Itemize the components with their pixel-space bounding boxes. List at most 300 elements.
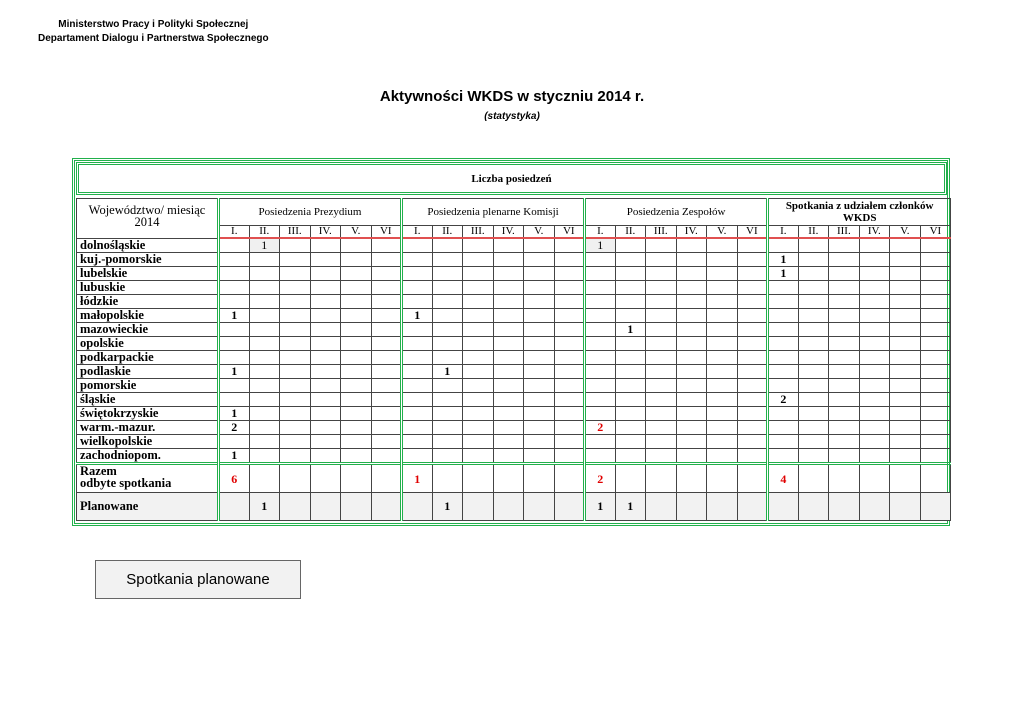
region-name: zachodniopom. bbox=[77, 449, 219, 464]
month-header: III. bbox=[646, 226, 677, 239]
data-cell bbox=[707, 323, 738, 337]
data-cell bbox=[707, 253, 738, 267]
data-cell bbox=[859, 449, 890, 464]
data-cell bbox=[280, 267, 311, 281]
data-cell bbox=[493, 309, 524, 323]
data-cell bbox=[646, 493, 677, 521]
data-cell bbox=[341, 379, 372, 393]
data-cell bbox=[615, 365, 646, 379]
data-cell bbox=[493, 295, 524, 309]
data-cell bbox=[402, 295, 433, 309]
data-cell bbox=[280, 393, 311, 407]
data-cell bbox=[798, 351, 829, 365]
data-cell bbox=[402, 421, 433, 435]
data-cell bbox=[646, 337, 677, 351]
data-cell bbox=[737, 295, 768, 309]
data-cell bbox=[249, 323, 280, 337]
data-cell bbox=[371, 421, 402, 435]
data-cell bbox=[219, 435, 250, 449]
data-cell bbox=[371, 493, 402, 521]
data-cell bbox=[249, 337, 280, 351]
month-header: I. bbox=[768, 226, 799, 239]
data-cell bbox=[310, 379, 341, 393]
data-cell bbox=[737, 309, 768, 323]
row-label-line: Razem bbox=[80, 464, 117, 478]
data-cell bbox=[707, 393, 738, 407]
data-cell bbox=[524, 238, 555, 253]
data-cell bbox=[829, 351, 860, 365]
data-cell bbox=[432, 238, 463, 253]
data-cell: 1 bbox=[585, 493, 616, 521]
data-cell bbox=[646, 281, 677, 295]
data-cell bbox=[859, 253, 890, 267]
data-cell bbox=[920, 379, 951, 393]
data-cell bbox=[524, 435, 555, 449]
data-cell bbox=[859, 379, 890, 393]
data-cell bbox=[432, 393, 463, 407]
data-cell bbox=[371, 295, 402, 309]
data-cell bbox=[707, 407, 738, 421]
data-cell bbox=[890, 449, 921, 464]
data-cell bbox=[676, 337, 707, 351]
data-cell bbox=[676, 281, 707, 295]
data-cell bbox=[798, 309, 829, 323]
data-cell bbox=[890, 393, 921, 407]
data-cell bbox=[798, 295, 829, 309]
data-cell bbox=[920, 267, 951, 281]
data-cell bbox=[341, 435, 372, 449]
totals-row bbox=[77, 464, 951, 493]
data-cell bbox=[524, 493, 555, 521]
data-cell bbox=[249, 449, 280, 464]
region-name: łódzkie bbox=[77, 295, 219, 309]
data-cell bbox=[585, 295, 616, 309]
data-cell bbox=[524, 351, 555, 365]
data-cell bbox=[798, 365, 829, 379]
data-cell bbox=[585, 393, 616, 407]
data-cell bbox=[676, 253, 707, 267]
data-cell bbox=[768, 493, 799, 521]
data-cell bbox=[463, 464, 494, 493]
data-cell bbox=[920, 435, 951, 449]
region-name: opolskie bbox=[77, 337, 219, 351]
data-cell bbox=[371, 351, 402, 365]
data-cell bbox=[737, 337, 768, 351]
data-cell bbox=[707, 309, 738, 323]
data-cell bbox=[615, 407, 646, 421]
region-name: śląskie bbox=[77, 393, 219, 407]
data-cell bbox=[554, 238, 585, 253]
data-cell bbox=[493, 238, 524, 253]
data-cell bbox=[676, 365, 707, 379]
data-cell: 2 bbox=[585, 421, 616, 435]
data-cell bbox=[554, 421, 585, 435]
data-cell bbox=[737, 379, 768, 393]
data-cell bbox=[920, 351, 951, 365]
data-cell bbox=[890, 253, 921, 267]
data-cell bbox=[707, 493, 738, 521]
data-cell bbox=[432, 253, 463, 267]
data-cell bbox=[554, 407, 585, 421]
data-cell bbox=[493, 323, 524, 337]
data-cell bbox=[341, 281, 372, 295]
data-cell bbox=[646, 238, 677, 253]
month-header: II. bbox=[615, 226, 646, 239]
data-cell bbox=[890, 337, 921, 351]
data-cell bbox=[371, 337, 402, 351]
data-cell bbox=[890, 323, 921, 337]
data-cell bbox=[554, 253, 585, 267]
data-cell bbox=[432, 449, 463, 464]
data-cell bbox=[768, 309, 799, 323]
data-cell bbox=[676, 267, 707, 281]
data-cell bbox=[554, 309, 585, 323]
month-header: III. bbox=[463, 226, 494, 239]
data-cell bbox=[615, 267, 646, 281]
table-row bbox=[77, 393, 951, 407]
data-cell bbox=[707, 435, 738, 449]
data-cell bbox=[646, 449, 677, 464]
data-cell bbox=[554, 435, 585, 449]
data-cell bbox=[280, 281, 311, 295]
data-cell bbox=[890, 351, 921, 365]
month-header: II. bbox=[249, 226, 280, 239]
data-cell bbox=[554, 379, 585, 393]
data-cell bbox=[737, 267, 768, 281]
data-cell bbox=[463, 309, 494, 323]
data-cell bbox=[890, 365, 921, 379]
data-cell bbox=[646, 253, 677, 267]
data-cell bbox=[524, 295, 555, 309]
data-cell bbox=[585, 365, 616, 379]
data-cell bbox=[402, 435, 433, 449]
region-name: lubelskie bbox=[77, 267, 219, 281]
month-header: I. bbox=[402, 226, 433, 239]
data-cell bbox=[493, 435, 524, 449]
data-cell bbox=[402, 407, 433, 421]
data-cell bbox=[463, 337, 494, 351]
data-cell bbox=[371, 267, 402, 281]
group-header-row bbox=[77, 199, 951, 226]
data-cell bbox=[585, 407, 616, 421]
data-cell bbox=[493, 379, 524, 393]
data-cell bbox=[890, 379, 921, 393]
month-header: I. bbox=[219, 226, 250, 239]
data-cell bbox=[463, 421, 494, 435]
data-cell bbox=[646, 267, 677, 281]
month-header: II. bbox=[798, 226, 829, 239]
month-header: VI bbox=[554, 226, 585, 239]
data-cell bbox=[676, 295, 707, 309]
month-header: III. bbox=[829, 226, 860, 239]
data-cell bbox=[463, 365, 494, 379]
data-cell bbox=[676, 379, 707, 393]
data-cell bbox=[310, 493, 341, 521]
data-cell bbox=[341, 309, 372, 323]
region-name: warm.-mazur. bbox=[77, 421, 219, 435]
data-cell bbox=[829, 464, 860, 493]
data-cell bbox=[859, 309, 890, 323]
data-cell bbox=[859, 238, 890, 253]
data-cell bbox=[280, 365, 311, 379]
data-cell bbox=[890, 267, 921, 281]
data-cell bbox=[890, 309, 921, 323]
data-cell bbox=[249, 351, 280, 365]
month-header: II. bbox=[432, 226, 463, 239]
group-header: Spotkania z udziałem członków WKDS bbox=[768, 199, 951, 226]
data-cell bbox=[554, 493, 585, 521]
data-cell bbox=[310, 421, 341, 435]
data-cell bbox=[249, 295, 280, 309]
data-cell bbox=[554, 267, 585, 281]
data-cell bbox=[585, 267, 616, 281]
region-name: świętokrzyskie bbox=[77, 407, 219, 421]
data-cell bbox=[676, 435, 707, 449]
table-row bbox=[77, 295, 951, 309]
data-cell bbox=[829, 365, 860, 379]
data-cell bbox=[859, 351, 890, 365]
data-cell bbox=[463, 323, 494, 337]
data-cell bbox=[371, 309, 402, 323]
data-cell bbox=[554, 351, 585, 365]
data-cell bbox=[463, 351, 494, 365]
data-cell: 1 bbox=[249, 493, 280, 521]
data-cell bbox=[920, 393, 951, 407]
table-row bbox=[77, 337, 951, 351]
data-cell bbox=[310, 365, 341, 379]
data-cell bbox=[249, 309, 280, 323]
data-cell bbox=[432, 407, 463, 421]
data-cell bbox=[371, 449, 402, 464]
data-cell bbox=[646, 351, 677, 365]
data-cell bbox=[554, 295, 585, 309]
data-cell bbox=[310, 238, 341, 253]
data-cell bbox=[463, 435, 494, 449]
data-cell bbox=[798, 281, 829, 295]
data-cell bbox=[859, 393, 890, 407]
data-cell bbox=[890, 281, 921, 295]
data-cell bbox=[402, 393, 433, 407]
data-cell bbox=[493, 267, 524, 281]
data-cell bbox=[859, 323, 890, 337]
data-cell bbox=[676, 421, 707, 435]
data-cell bbox=[829, 435, 860, 449]
data-cell bbox=[676, 351, 707, 365]
planned-meetings-button[interactable]: Spotkania planowane bbox=[95, 560, 301, 599]
data-cell bbox=[310, 393, 341, 407]
data-cell bbox=[737, 393, 768, 407]
data-cell bbox=[554, 449, 585, 464]
data-cell bbox=[676, 464, 707, 493]
data-cell bbox=[615, 253, 646, 267]
data-cell bbox=[646, 309, 677, 323]
data-cell bbox=[615, 421, 646, 435]
month-header: VI bbox=[371, 226, 402, 239]
data-cell bbox=[310, 309, 341, 323]
month-header: V. bbox=[707, 226, 738, 239]
data-cell bbox=[859, 365, 890, 379]
data-cell bbox=[524, 449, 555, 464]
data-cell: 1 bbox=[432, 365, 463, 379]
data-cell bbox=[524, 337, 555, 351]
data-cell bbox=[524, 407, 555, 421]
data-cell bbox=[920, 295, 951, 309]
data-cell bbox=[707, 449, 738, 464]
data-cell bbox=[768, 435, 799, 449]
data-cell bbox=[341, 365, 372, 379]
data-cell bbox=[707, 281, 738, 295]
data-cell bbox=[432, 323, 463, 337]
data-cell bbox=[920, 253, 951, 267]
data-cell bbox=[341, 393, 372, 407]
data-cell bbox=[310, 281, 341, 295]
data-cell bbox=[707, 365, 738, 379]
data-cell: 1 bbox=[249, 238, 280, 253]
table-row bbox=[77, 267, 951, 281]
data-cell bbox=[646, 323, 677, 337]
data-cell bbox=[768, 379, 799, 393]
data-cell bbox=[310, 323, 341, 337]
data-cell bbox=[310, 253, 341, 267]
data-cell bbox=[463, 379, 494, 393]
month-header: VI bbox=[737, 226, 768, 239]
data-cell bbox=[890, 435, 921, 449]
data-cell bbox=[798, 393, 829, 407]
data-cell bbox=[402, 323, 433, 337]
data-cell bbox=[737, 281, 768, 295]
data-cell bbox=[798, 464, 829, 493]
data-cell bbox=[341, 351, 372, 365]
data-cell bbox=[707, 379, 738, 393]
data-cell bbox=[859, 435, 890, 449]
table-row bbox=[77, 365, 951, 379]
data-cell bbox=[280, 295, 311, 309]
data-cell bbox=[310, 295, 341, 309]
data-cell bbox=[798, 267, 829, 281]
month-header: IV. bbox=[493, 226, 524, 239]
data-cell bbox=[493, 449, 524, 464]
data-cell bbox=[829, 238, 860, 253]
data-cell bbox=[341, 295, 372, 309]
data-cell bbox=[585, 253, 616, 267]
data-cell: 1 bbox=[402, 309, 433, 323]
data-cell bbox=[646, 379, 677, 393]
data-cell bbox=[219, 323, 250, 337]
data-cell bbox=[585, 435, 616, 449]
data-cell: 1 bbox=[768, 253, 799, 267]
data-cell bbox=[737, 421, 768, 435]
data-cell bbox=[219, 493, 250, 521]
month-header: IV. bbox=[859, 226, 890, 239]
data-cell bbox=[371, 238, 402, 253]
data-cell bbox=[920, 309, 951, 323]
data-cell bbox=[280, 464, 311, 493]
data-cell bbox=[615, 435, 646, 449]
data-cell bbox=[493, 281, 524, 295]
month-header: V. bbox=[890, 226, 921, 239]
data-cell bbox=[859, 493, 890, 521]
data-cell bbox=[798, 323, 829, 337]
ministry-header bbox=[38, 18, 269, 46]
region-name: małopolskie bbox=[77, 309, 219, 323]
data-cell bbox=[432, 351, 463, 365]
data-cell bbox=[829, 393, 860, 407]
data-cell bbox=[920, 407, 951, 421]
region-name: dolnośląskie bbox=[77, 238, 219, 253]
data-cell bbox=[463, 253, 494, 267]
data-cell bbox=[585, 281, 616, 295]
group-header: Posiedzenia plenarne Komisji bbox=[402, 199, 585, 226]
data-cell bbox=[554, 464, 585, 493]
data-cell bbox=[707, 421, 738, 435]
data-cell bbox=[310, 407, 341, 421]
data-cell bbox=[798, 337, 829, 351]
data-cell bbox=[554, 365, 585, 379]
data-cell bbox=[493, 407, 524, 421]
data-cell bbox=[463, 393, 494, 407]
data-cell: 1 bbox=[219, 449, 250, 464]
data-cell: 2 bbox=[585, 464, 616, 493]
data-cell bbox=[585, 351, 616, 365]
data-cell bbox=[859, 295, 890, 309]
stats-table bbox=[76, 198, 951, 521]
data-cell bbox=[615, 379, 646, 393]
data-cell bbox=[493, 365, 524, 379]
data-cell bbox=[829, 267, 860, 281]
data-cell bbox=[676, 309, 707, 323]
data-cell: 1 bbox=[615, 493, 646, 521]
table-row bbox=[77, 421, 951, 435]
data-cell bbox=[615, 309, 646, 323]
data-cell: 1 bbox=[768, 267, 799, 281]
data-cell bbox=[920, 449, 951, 464]
region-name: wielkopolskie bbox=[77, 435, 219, 449]
data-cell bbox=[371, 365, 402, 379]
data-cell bbox=[463, 295, 494, 309]
data-cell bbox=[402, 267, 433, 281]
data-cell bbox=[249, 421, 280, 435]
data-cell bbox=[707, 464, 738, 493]
data-cell bbox=[890, 407, 921, 421]
data-cell bbox=[707, 267, 738, 281]
data-cell bbox=[219, 393, 250, 407]
data-cell bbox=[646, 295, 677, 309]
data-cell bbox=[768, 337, 799, 351]
data-cell bbox=[341, 253, 372, 267]
data-cell bbox=[371, 323, 402, 337]
data-cell bbox=[249, 393, 280, 407]
data-cell bbox=[402, 281, 433, 295]
data-cell bbox=[493, 351, 524, 365]
data-cell bbox=[463, 493, 494, 521]
data-cell bbox=[676, 493, 707, 521]
data-cell bbox=[463, 281, 494, 295]
data-cell bbox=[432, 421, 463, 435]
data-cell bbox=[737, 238, 768, 253]
data-cell bbox=[310, 435, 341, 449]
data-cell bbox=[280, 435, 311, 449]
data-cell: 1 bbox=[219, 407, 250, 421]
data-cell bbox=[920, 281, 951, 295]
table-row bbox=[77, 379, 951, 393]
data-cell bbox=[524, 281, 555, 295]
data-cell bbox=[524, 365, 555, 379]
data-cell bbox=[371, 379, 402, 393]
data-cell bbox=[280, 493, 311, 521]
data-cell bbox=[280, 379, 311, 393]
data-cell bbox=[798, 493, 829, 521]
table-caption: Liczba posiedzeń bbox=[76, 162, 947, 195]
